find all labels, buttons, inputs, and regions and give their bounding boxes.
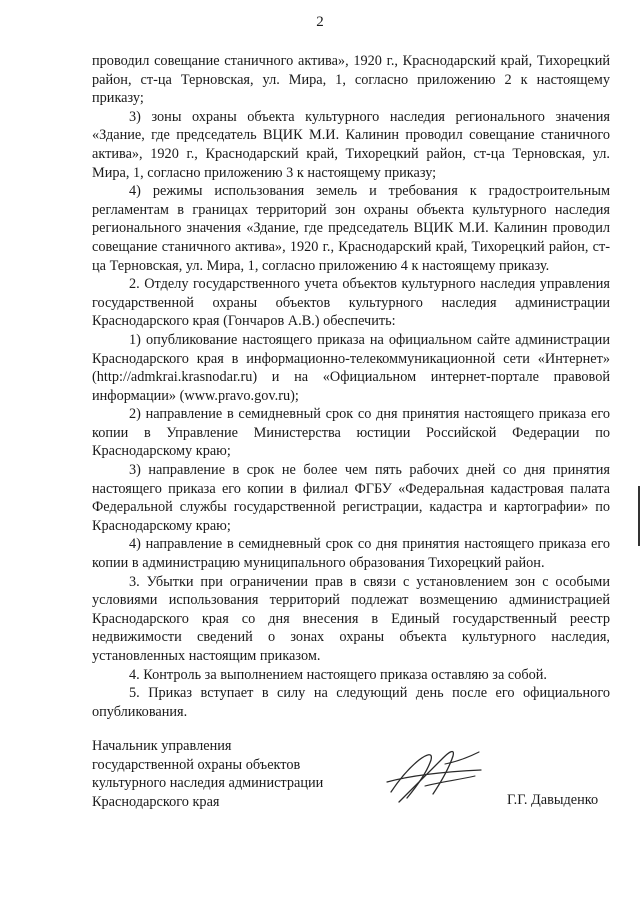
signer-name: Г.Г. Давыденко [507, 792, 599, 808]
signer-title [92, 737, 323, 811]
paragraph-clause-2-item-4: 4) направление в семидневный срок со дня принятия настоящего приказа его копии в администрацию муниципального образования Тихорецкий район. [92, 536, 610, 572]
paragraph-clause-2-item-3: 3) направление в срок не более чем пять рабочих дней со дня принятия настоящего приказа его копии в филиал ФГБУ «Федеральная кадастровая палата Федеральной службы государственной регистрации, кадастра и картографии» по Краснодарскому краю; [92, 462, 610, 534]
paragraph-clause-2-item-1: 1) опубликование настоящего приказа на официальном сайте администрации Краснодарского края в информационно-телекоммуникационной сети «Интернет» (http://admkrai.krasnodar.ru) и на «Официальном интернет-портале правовой информации» (www.pravo.gov.ru); [92, 331, 610, 404]
handwritten-signature [385, 742, 485, 810]
paragraph-clause-5: 5. Приказ вступает в силу на следующий день после его официального опубликования. [92, 685, 610, 720]
document-body [92, 52, 610, 721]
signer-title-line: государственной охраны объектов [92, 756, 301, 773]
signer-title-line: Краснодарского края [92, 793, 220, 810]
paragraph-clause-2: 2. Отделу государственного учета объектов культурного наследия управления государственной охраны объектов культурного наследия администрации Краснодарского края (Гончаров А.В.) обеспечить: [92, 276, 610, 330]
paragraph-continuation: проводил совещание станичного актива», 1920 г., Краснодарский край, Тихорецкий район, ст-ца Терновская, ул. Мира, 1, согласно приложению 2 к настоящему приказу; [92, 53, 610, 107]
paragraph-item-3: 3) зоны охраны объекта культурного наследия регионального значения «Здание, где председатель ВЦИК М.И. Калинин проводил совещание станичного актива», 1920 г., Краснодарский край, Тихорецкий район, ст-ца Терновская, ул. Мира, 1, согласно приложению 3 к настоящему приказу; [92, 108, 610, 181]
page-number: 2 [316, 14, 324, 30]
signer-title-line: Начальник управления [92, 738, 232, 754]
paragraph-clause-4: 4. Контроль за выполнением настоящего приказа оставляю за собой. [129, 666, 548, 683]
paragraph-item-4: 4) режимы использования земель и требования к градостроительным регламентам в границах территорий зон охраны объекта культурного наследия регионального значения «Здание, где председатель ВЦИК М.И. Калинин проводил совещание станичного актива», 1920 г., Краснодарский край, Тихорецкий район, ст-ца Терновская, ул. Мира, 1, согласно приложению 4 к настоящему приказу. [92, 183, 610, 274]
paragraph-clause-2-item-2: 2) направление в семидневный срок со дня принятия настоящего приказа его копии в Управление Министерства юстиции Российской Федерации по Краснодарскому краю; [92, 406, 610, 460]
signer-title-line: культурного наследия администрации [92, 775, 324, 792]
paragraph-clause-3: 3. Убытки при ограничении прав в связи с установлением зон с особыми условиями использования территорий подлежат возмещению администрацией Краснодарского края со дня внесения в Единый государственный реестр недвижимости сведений о зонах охраны объекта культурного наследия, установленных настоящим приказом. [92, 573, 610, 664]
